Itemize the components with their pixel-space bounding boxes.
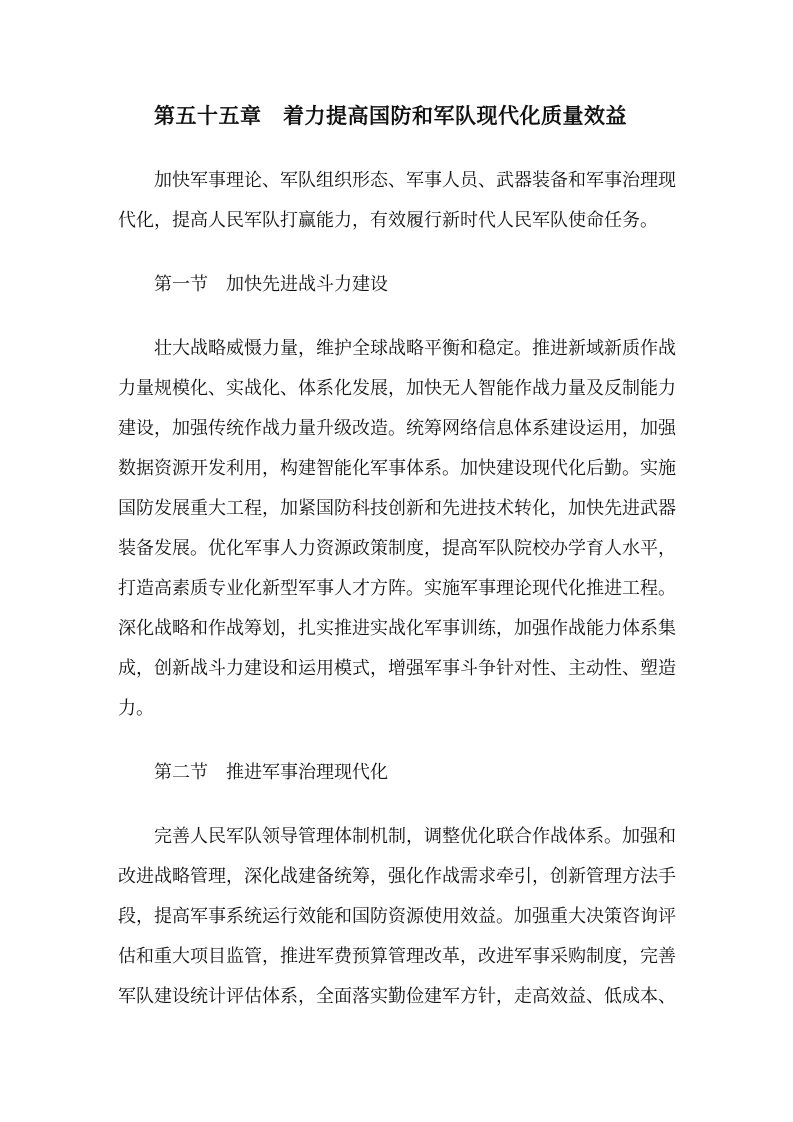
section1-heading: 第一节 加快先进战斗力建设 — [154, 274, 388, 294]
text-line: 国防发展重大工程，加紧国防科技创新和先进技术转化，加快先进武器 — [118, 498, 676, 518]
text-line: 段，提高军事系统运行效能和国防资源使用效益。加强重大决策咨询评 — [118, 906, 676, 926]
section1-paragraph — [118, 328, 676, 728]
text-line: 估和重大项目监管，推进军费预算管理改革，改进军事采购制度，完善 — [118, 946, 676, 966]
text-line: 改进战略管理，深化战建备统筹，强化作战需求牵引，创新管理方法手 — [118, 866, 676, 886]
intro-paragraph — [118, 160, 676, 240]
text-line: 装备发展。优化军事人力资源政策制度，提高军队院校办学育人水平， — [118, 538, 676, 558]
text-line: 力量规模化、实战化、体系化发展，加快无人智能作战力量及反制能力 — [118, 378, 676, 398]
text-line: 建设，加强传统作战力量升级改造。统筹网络信息体系建设运用，加强 — [118, 418, 676, 438]
text-line: 壮大战略威慑力量，维护全球战略平衡和稳定。推进新域新质作战 — [154, 338, 676, 358]
text-line: 打造高素质专业化新型军事人才方阵。实施军事理论现代化推进工程。 — [118, 578, 676, 598]
text-line: 数据资源开发利用，构建智能化军事体系。加快建设现代化后勤。实施 — [118, 458, 676, 478]
text-line: 成，创新战斗力建设和运用模式，增强军事斗争针对性、主动性、塑造 — [118, 658, 676, 678]
chapter-title: 第五十五章 着力提高国防和军队现代化质量效益 — [154, 104, 627, 128]
text-line: 深化战略和作战筹划，扎实推进实战化军事训练，加强作战能力体系集 — [118, 618, 676, 638]
text-line: 力。 — [118, 698, 154, 718]
section2-paragraph — [118, 816, 676, 1016]
section2-heading: 第二节 推进军事治理现代化 — [154, 762, 388, 782]
text-line: 代化，提高人民军队打赢能力，有效履行新时代人民军队使命任务。 — [118, 210, 658, 230]
page-content — [118, 96, 676, 1016]
text-line: 完善人民军队领导管理体制机制，调整优化联合作战体系。加强和 — [154, 826, 676, 846]
text-line: 军队建设统计评估体系，全面落实勤俭建军方针，走高效益、低成本、 — [118, 986, 676, 1006]
text-line: 加快军事理论、军队组织形态、军事人员、武器装备和军事治理现 — [154, 170, 676, 190]
